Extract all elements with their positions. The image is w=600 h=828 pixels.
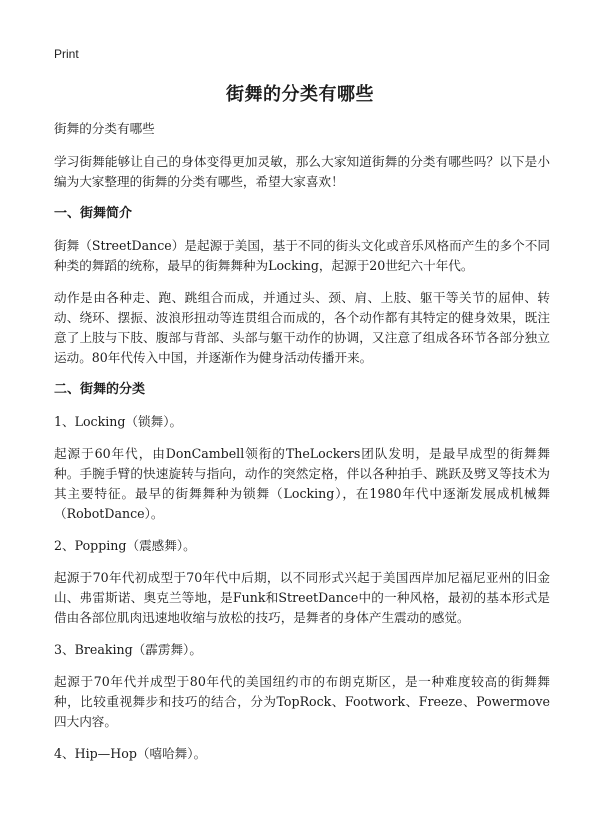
category-desc-breaking: 起源于70年代并成型于80年代的美国纽约市的布朗克斯区，是一种难度较高的街舞舞种，比较重视舞步和技巧的结合，分为TopRock、Footwork、Freeze、Powermove四大内容。 bbox=[54, 674, 550, 729]
section1-paragraph-2: 动作是由各种走、跑、跳组合而成，并通过头、颈、肩、上肢、躯干等关节的屈伸、转动、绕环、摆振、波浪形扭动等连贯组合而成的，各个动作都有其特定的健身效果，既注意了上肢与下肢、腹部与背部、头部与躯干动作的协调，又注意了组成各环节各部分独立运动。80年代传入中国，并逐渐作为健身活动传播开来。 bbox=[54, 290, 550, 365]
article-body bbox=[54, 119, 550, 776]
print-link[interactable]: Print bbox=[54, 47, 79, 61]
category-desc-popping: 起源于70年代初成型于70年代中后期，以不同形式兴起于美国西岸加尼福尼亚州的旧金山、弗雷斯诺、奥克兰等地，是Funk和StreetDance中的一种风格，最初的基本形式是借由各部位肌肉迅速地收缩与放松的技巧，是舞者的身体产生震动的感觉。 bbox=[54, 570, 550, 625]
category-title-breaking: 3、Breaking（霹雳舞）。 bbox=[54, 642, 202, 657]
category-desc-locking: 起源于60年代，由DonCambell领衔的TheLockers团队发明，是最早成型的街舞舞种。手腕手臂的快速旋转与指向，动作的突然定格，伴以各种拍手、跳跃及劈叉等技术为其主要特征。最早的街舞舞种为锁舞（Locking），在1980年代中逐渐发展成机械舞（RobotDance）。 bbox=[54, 446, 550, 521]
category-title-popping: 2、Popping（震感舞）。 bbox=[54, 538, 196, 553]
category-title-locking: 1、Locking（锁舞）。 bbox=[54, 414, 183, 429]
page-title: 街舞的分类有哪些 bbox=[226, 84, 374, 105]
section-heading-intro: 一、街舞简介 bbox=[54, 206, 133, 221]
section-heading-categories: 二、街舞的分类 bbox=[54, 382, 146, 397]
article-subtitle: 街舞的分类有哪些 bbox=[54, 121, 155, 136]
category-title-hiphop: 4、Hip—Hop（嘻哈舞）。 bbox=[54, 746, 207, 761]
section1-paragraph-1: 街舞（StreetDance）是起源于美国，基于不同的街头文化或音乐风格而产生的多个不同种类的舞蹈的统称，最早的街舞舞种为Locking，起源于20世纪六十年代。 bbox=[54, 238, 550, 273]
intro-paragraph: 学习街舞能够让自己的身体变得更加灵敏，那么大家知道街舞的分类有哪些吗？以下是小编为大家整理的街舞的分类有哪些，希望大家喜欢！ bbox=[54, 154, 550, 189]
